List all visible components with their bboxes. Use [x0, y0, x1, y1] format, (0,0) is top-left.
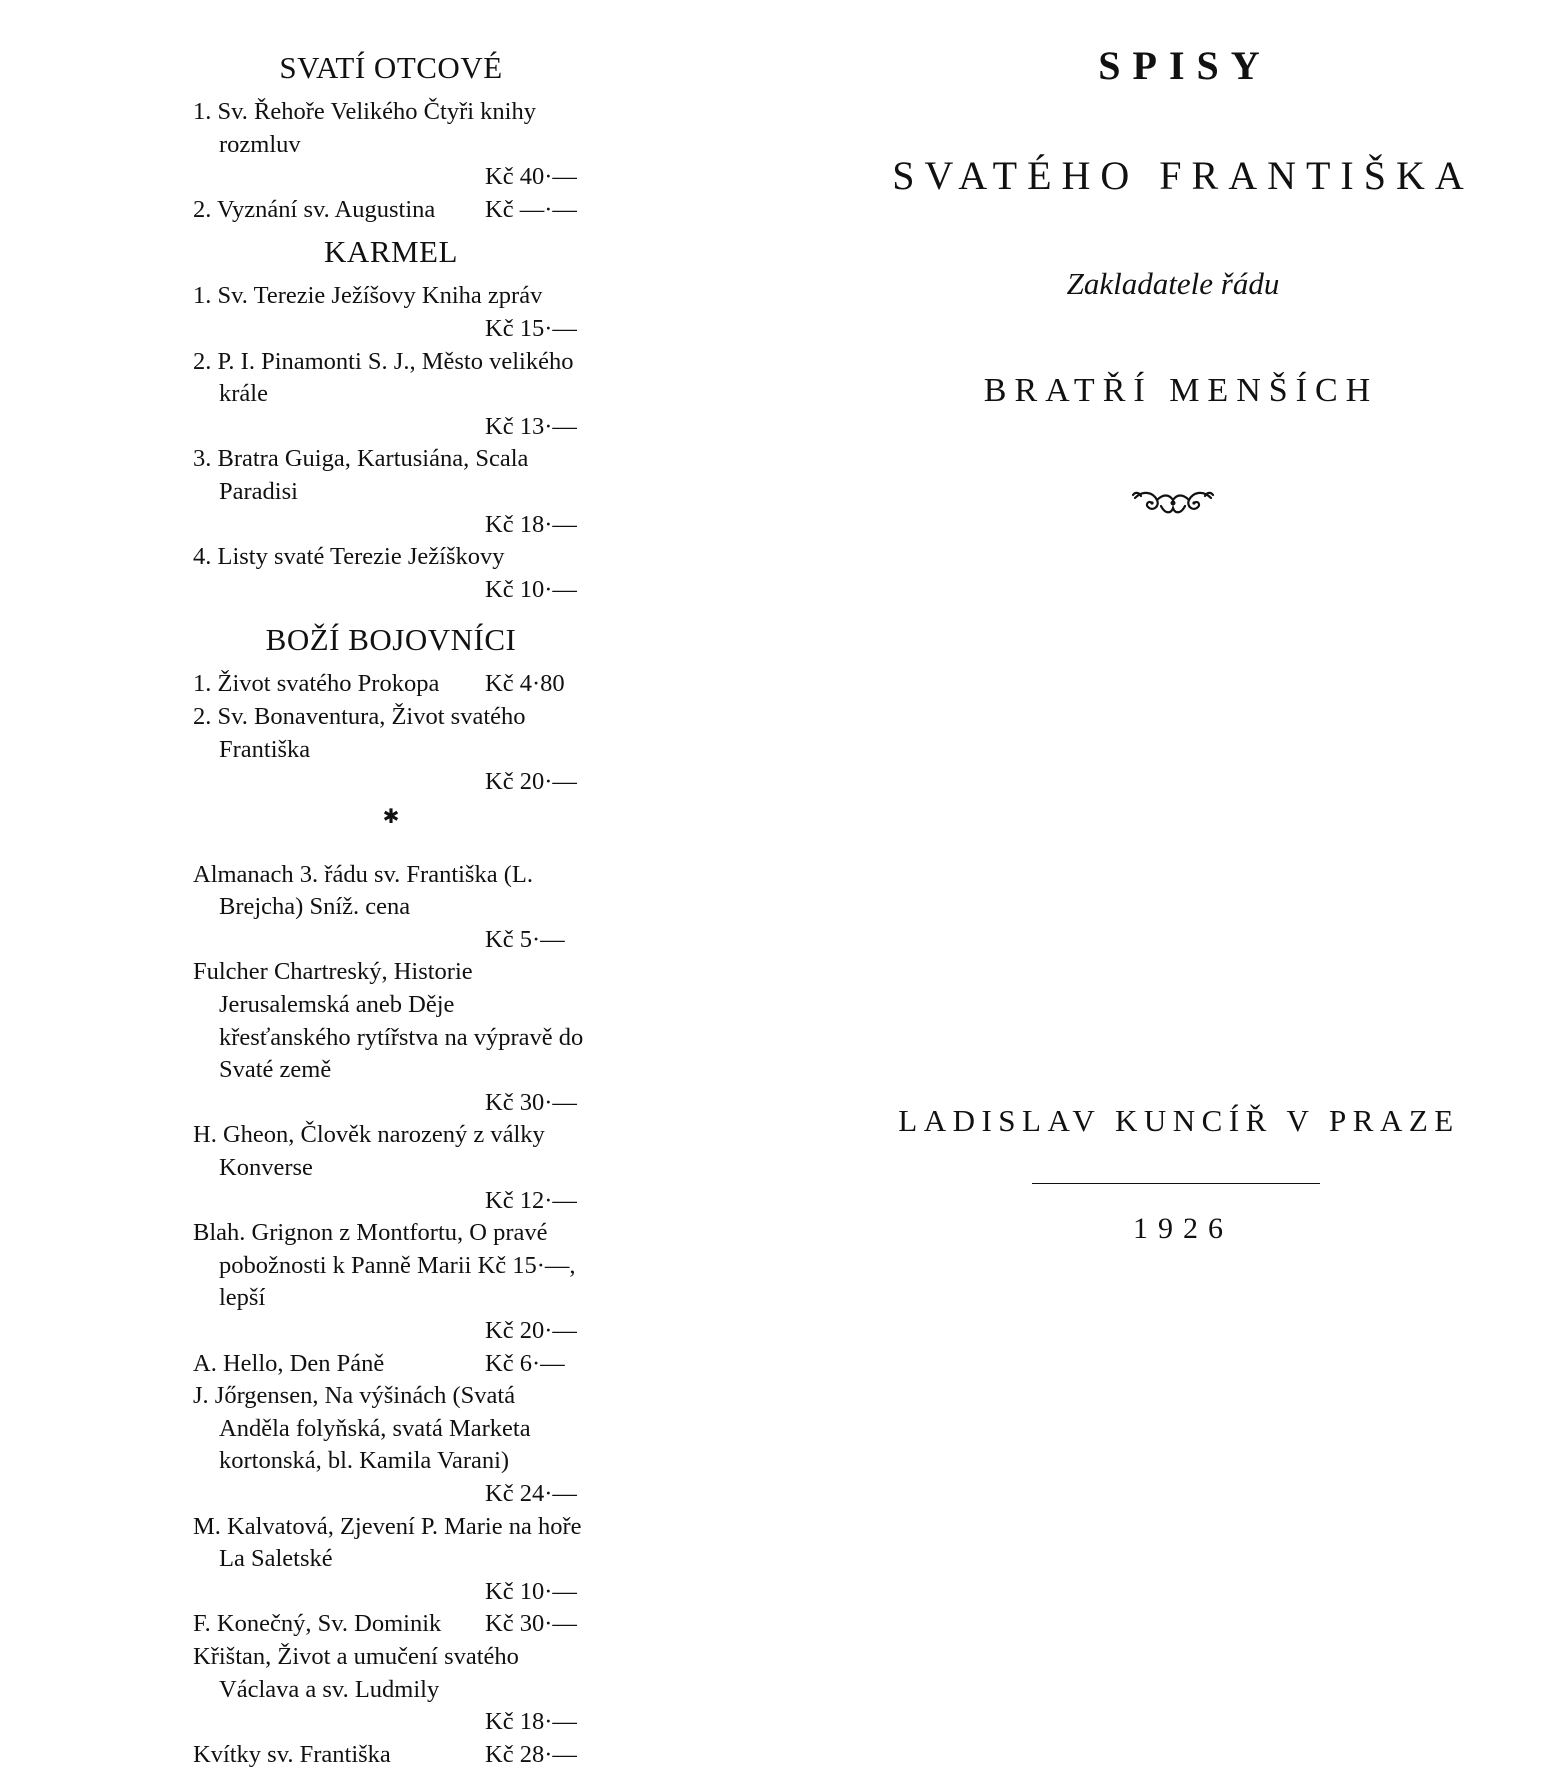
catalog-entry [193, 668, 589, 701]
separator-asterisk: ✱ [382, 805, 400, 828]
catalog-entry [193, 1511, 589, 1609]
entry-price: Kč 30·— [485, 1088, 577, 1116]
entry-price: Kč 24·— [485, 1479, 577, 1507]
entry-title: 1. Život svatého Prokopa [193, 670, 440, 698]
entry-price: Kč 5·— [485, 925, 565, 953]
entry-title: 1. Sv. Řehoře Velikého Čtyři knihy rozmluv [193, 98, 536, 158]
entry-title: Kvítky sv. Františka [193, 1740, 391, 1768]
publication-year: 1926 [1133, 1212, 1233, 1245]
entry-price: Kč 10·— [485, 575, 577, 603]
entry-title: F. Konečný, Sv. Dominik [193, 1610, 442, 1638]
section-heading-svati-otcove: SVATÍ OTCOVÉ [279, 50, 503, 85]
entry-price: Kč 20·— [485, 768, 577, 796]
entry-price: Kč 30·— [485, 1610, 577, 1638]
entry-title: J. Jőrgensen, Na výšinách (Svatá Anděla folyňská, svatá Marketa kortonská, bl. Kamila Varani) [193, 1382, 531, 1475]
entry-title: 2. Vyznání sv. Augustina [193, 195, 436, 223]
entry-title: 4. Listy svaté Terezie Ježíškovy [193, 543, 505, 571]
order-name: BRATŘÍ MENŠÍCH [983, 372, 1379, 409]
entry-price: Kč 13·— [485, 412, 577, 440]
entry-title: 2. Sv. Bonaventura, Život svatého Františka [193, 702, 526, 763]
entry-price: Kč 10·— [485, 1577, 577, 1605]
entry-price: Kč —·— [485, 195, 577, 223]
entry-price: Kč 28·— [485, 1740, 577, 1768]
floral-ornament-icon [780, 486, 1566, 520]
catalog-entry [193, 1739, 589, 1771]
catalog-entry [193, 1608, 589, 1641]
entry-title: H. Gheon, Člověk narozený z války Konverse [193, 1121, 545, 1182]
catalog-entry [193, 1641, 589, 1739]
catalog-entry [193, 859, 589, 957]
catalog-entry [193, 443, 589, 541]
entry-price: Kč 4·80 [485, 670, 565, 698]
entry-price: Kč 40·— [485, 163, 577, 191]
entry-title: Křištan, Život a umučení svatého Václava a sv. Ludmily [193, 1642, 519, 1703]
catalog-list [193, 48, 589, 1771]
section-heading-bozi-bojovnici: BOŽÍ BOJOVNÍCI [265, 622, 517, 658]
title-page [780, 0, 1566, 1500]
entry-title: Almanach 3. řádu sv. Františka (L. Brejcha) Sníž. cena [193, 860, 533, 921]
series-title: SPISY [1098, 43, 1272, 88]
entry-title: 3. Bratra Guiga, Kartusiána, Scala Paradisi [193, 445, 529, 505]
catalog-entry [193, 194, 589, 227]
entry-title: 2. P. I. Pinamonti S. J., Město velikého krále [193, 347, 574, 408]
catalog-entry [193, 541, 589, 606]
catalog-entry [193, 956, 589, 1119]
catalog-entry [193, 1119, 589, 1217]
book-subtitle: Zakladatele řádu [1066, 266, 1280, 301]
entry-price: Kč 6·— [485, 1349, 565, 1377]
catalog-entry [193, 346, 589, 444]
entry-title: A. Hello, Den Páně [193, 1349, 385, 1377]
divider-rule [1032, 1183, 1320, 1184]
publisher-imprint: LADISLAV KUNCÍŘ V PRAZE [898, 1103, 1460, 1138]
catalog-entry [193, 1217, 589, 1347]
catalog-entry [193, 280, 589, 345]
entry-title: 1. Sv. Terezie Ježíšovy Kniha zpráv [193, 282, 543, 310]
section-heading-karmel: KARMEL [324, 234, 458, 270]
catalog-page [0, 0, 780, 1768]
catalog-entry [193, 96, 589, 194]
entry-price: Kč 20·— [485, 1317, 577, 1344]
floral-ornament-icon-graphic [1131, 486, 1215, 520]
catalog-entry [193, 1380, 589, 1510]
entry-price: Kč 12·— [485, 1186, 577, 1214]
entry-title: Blah. Grignon z Montfortu, O pravé pobožnosti k Panně Marii Kč 15·—, lepší [193, 1219, 576, 1312]
catalog-entry [193, 701, 589, 799]
entry-price: Kč 18·— [485, 510, 577, 538]
catalog-entry [193, 1348, 589, 1381]
entry-title: Fulcher Chartreský, Historie Jerusalemská aneb Děje křesťanského rytířstva na výpravě do Svaté země [193, 958, 584, 1084]
entry-price: Kč 15·— [485, 314, 577, 342]
entry-price: Kč 18·— [485, 1708, 577, 1736]
book-title: SVATÉHO FRANTIŠKA [892, 153, 1474, 198]
entry-title: M. Kalvatová, Zjevení P. Marie na hoře La Saletské [193, 1512, 582, 1573]
